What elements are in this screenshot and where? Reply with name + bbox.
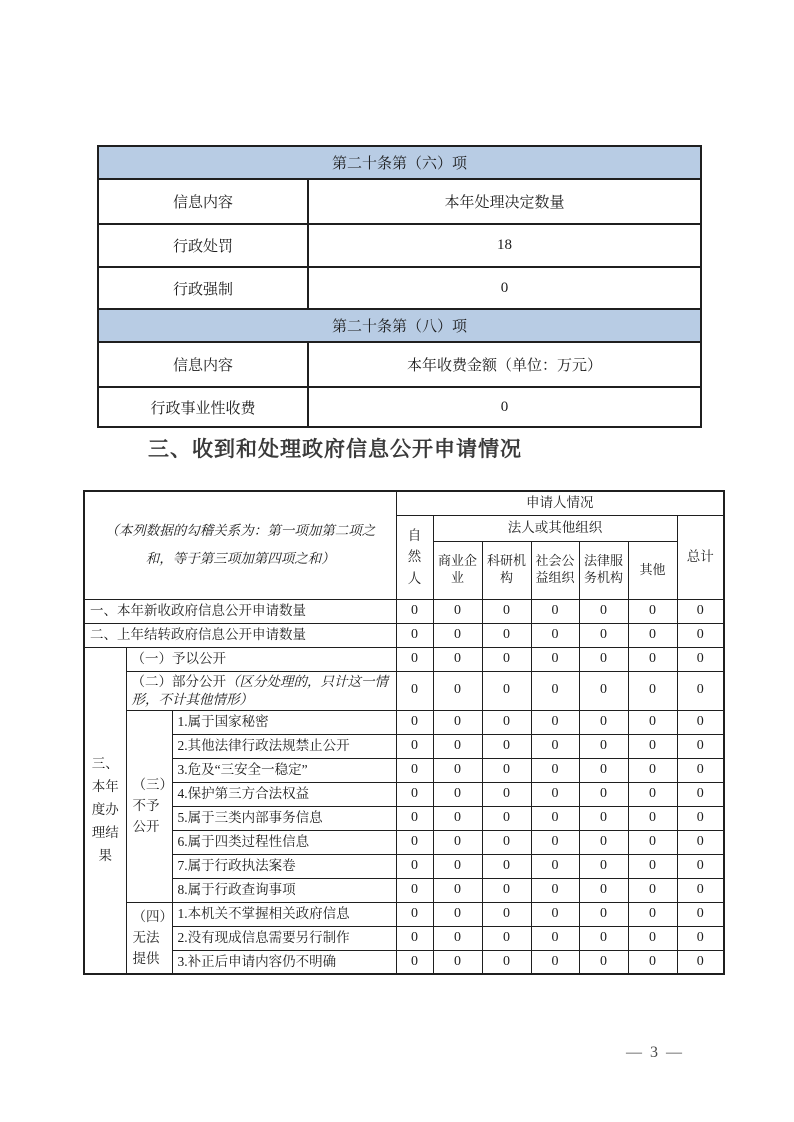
row-label: 2.没有现成信息需要另行制作 (172, 926, 396, 950)
value-cell: 0 (579, 806, 628, 830)
value-cell: 0 (628, 734, 677, 758)
value-cell: 0 (396, 926, 433, 950)
value-cell: 0 (482, 902, 531, 926)
table-row (98, 342, 701, 387)
row-label: 7.属于行政执法案卷 (172, 854, 396, 878)
value-cell: 0 (628, 950, 677, 974)
value-cell: 0 (482, 854, 531, 878)
total-header: 总计 (677, 515, 724, 599)
value-cell: 0 (677, 830, 724, 854)
value-cell: 0 (433, 623, 482, 647)
table-row (84, 710, 724, 734)
unable-group-label: （四）无法提供 (126, 902, 172, 974)
value-cell: 0 (531, 710, 579, 734)
value-cell: 0 (628, 926, 677, 950)
row-label: （一）予以公开 (126, 647, 396, 671)
value-cell: 0 (628, 902, 677, 926)
value-cell: 0 (628, 647, 677, 671)
org-column-header: 科研机构 (482, 541, 531, 599)
value-cell: 0 (433, 854, 482, 878)
value-cell: 0 (628, 806, 677, 830)
row-label: 4.保护第三方合法权益 (172, 782, 396, 806)
value-cell: 0 (531, 623, 579, 647)
value-cell: 0 (628, 830, 677, 854)
value-cell: 0 (677, 599, 724, 623)
value-cell: 0 (482, 623, 531, 647)
value-cell: 本年处理决定数量 (308, 179, 701, 224)
value-cell: 0 (579, 830, 628, 854)
article20-tables (97, 145, 702, 428)
value-cell: 0 (579, 710, 628, 734)
article20-item8-header: 第二十条第（八）项 (98, 309, 701, 342)
value-cell: 0 (482, 758, 531, 782)
value-cell: 0 (433, 878, 482, 902)
value-cell: 0 (531, 758, 579, 782)
value-cell: 0 (579, 950, 628, 974)
reconciliation-note: （本列数据的勾稽关系为：第一项加第二项之和，等于第三项加第四项之和） (84, 491, 396, 599)
row-label: 二、上年结转政府信息公开申请数量 (84, 623, 396, 647)
deny-group-label: （三）不予公开 (126, 710, 172, 902)
value-cell: 0 (433, 599, 482, 623)
value-cell: 0 (433, 926, 482, 950)
value-cell: 0 (531, 806, 579, 830)
value-cell: 0 (677, 671, 724, 710)
row-label: 2.其他法律行政法规禁止公开 (172, 734, 396, 758)
table-row (84, 854, 724, 878)
row-label-main: （二）部分公开 (131, 673, 226, 689)
page-number: — 3 — (626, 1044, 684, 1061)
row-label: 5.属于三类内部事务信息 (172, 806, 396, 830)
value-cell: 0 (531, 782, 579, 806)
value-cell: 0 (628, 599, 677, 623)
value-cell: 0 (396, 950, 433, 974)
value-cell: 0 (677, 710, 724, 734)
value-cell: 0 (531, 902, 579, 926)
value-cell: 0 (531, 854, 579, 878)
table-row (84, 806, 724, 830)
value-cell: 0 (677, 878, 724, 902)
org-column-header: 法律服务机构 (579, 541, 628, 599)
table-row (84, 782, 724, 806)
value-cell: 0 (433, 806, 482, 830)
table-row (84, 623, 724, 647)
value-cell: 0 (433, 758, 482, 782)
value-cell: 0 (396, 599, 433, 623)
value-cell: 0 (579, 878, 628, 902)
table-row (84, 758, 724, 782)
value-cell: 0 (308, 267, 701, 309)
table-row (84, 671, 724, 710)
value-cell: 0 (396, 647, 433, 671)
applicant-group-header: 申请人情况 (396, 491, 724, 515)
value-cell: 0 (579, 854, 628, 878)
result-group-label: 三、本年度办理结果 (84, 647, 126, 974)
application-statistics-table (83, 490, 725, 975)
value-cell: 0 (579, 902, 628, 926)
value-cell: 0 (396, 806, 433, 830)
value-cell: 0 (482, 926, 531, 950)
label-cell: 行政强制 (98, 267, 308, 309)
row-label: 3.危及“三安全一稳定” (172, 758, 396, 782)
row-label: 一、本年新收政府信息公开申请数量 (84, 599, 396, 623)
value-cell: 0 (677, 854, 724, 878)
value-cell: 0 (396, 782, 433, 806)
value-cell: 0 (482, 710, 531, 734)
label-cell: 信息内容 (98, 342, 308, 387)
value-cell: 0 (482, 734, 531, 758)
value-cell: 0 (433, 647, 482, 671)
article20-item6-header: 第二十条第（六）项 (98, 146, 701, 179)
table-row (84, 647, 724, 671)
value-cell: 0 (677, 926, 724, 950)
table-row (84, 599, 724, 623)
value-cell: 0 (677, 806, 724, 830)
table-row (84, 902, 724, 926)
value-cell: 0 (482, 806, 531, 830)
value-cell: 0 (579, 926, 628, 950)
value-cell: 0 (396, 830, 433, 854)
label-cell: 行政处罚 (98, 224, 308, 267)
value-cell: 0 (579, 599, 628, 623)
table-row (84, 950, 724, 974)
value-cell: 0 (579, 734, 628, 758)
value-cell: 0 (628, 710, 677, 734)
label-cell: 信息内容 (98, 179, 308, 224)
table-row (98, 387, 701, 427)
value-cell: 0 (531, 926, 579, 950)
value-cell: 0 (308, 387, 701, 427)
org-column-header: 商业企业 (433, 541, 482, 599)
value-cell: 0 (677, 902, 724, 926)
row-label: 8.属于行政查询事项 (172, 878, 396, 902)
value-cell: 0 (579, 647, 628, 671)
value-cell: 0 (677, 782, 724, 806)
value-cell: 0 (677, 734, 724, 758)
value-cell: 0 (482, 647, 531, 671)
table-row (98, 309, 701, 342)
table-row (84, 734, 724, 758)
value-cell: 0 (433, 734, 482, 758)
value-cell: 0 (396, 902, 433, 926)
table-row (98, 146, 701, 179)
value-cell: 0 (531, 878, 579, 902)
value-cell: 0 (482, 782, 531, 806)
value-cell: 0 (677, 623, 724, 647)
table-row (98, 267, 701, 309)
value-cell: 0 (396, 734, 433, 758)
row-label: 6.属于四类过程性信息 (172, 830, 396, 854)
value-cell: 0 (433, 710, 482, 734)
natural-person-header: 自然人 (396, 515, 433, 599)
value-cell: 0 (628, 782, 677, 806)
value-cell: 0 (531, 734, 579, 758)
value-cell: 本年收费金额（单位：万元） (308, 342, 701, 387)
value-cell: 0 (628, 758, 677, 782)
value-cell: 0 (396, 878, 433, 902)
value-cell: 0 (433, 671, 482, 710)
value-cell: 0 (579, 758, 628, 782)
org-column-header: 其他 (628, 541, 677, 599)
value-cell: 0 (396, 623, 433, 647)
section3-heading: 三、收到和处理政府信息公开申请情况 (148, 438, 522, 461)
value-cell: 0 (482, 671, 531, 710)
value-cell: 0 (433, 902, 482, 926)
value-cell: 0 (482, 599, 531, 623)
value-cell: 0 (677, 647, 724, 671)
table-row (84, 878, 724, 902)
legal-org-group-header: 法人或其他组织 (433, 515, 677, 541)
table-row (84, 926, 724, 950)
row-label: 1.属于国家秘密 (172, 710, 396, 734)
value-cell: 0 (396, 710, 433, 734)
value-cell: 0 (482, 830, 531, 854)
row-label: 1.本机关不掌握相关政府信息 (172, 902, 396, 926)
value-cell: 0 (531, 830, 579, 854)
table-header-row (84, 491, 724, 515)
value-cell: 0 (531, 950, 579, 974)
value-cell: 0 (677, 758, 724, 782)
value-cell: 0 (677, 950, 724, 974)
org-column-header: 社会公益组织 (531, 541, 579, 599)
value-cell: 0 (628, 623, 677, 647)
label-cell: 行政事业性收费 (98, 387, 308, 427)
value-cell: 0 (531, 671, 579, 710)
value-cell: 0 (531, 647, 579, 671)
value-cell: 0 (579, 782, 628, 806)
table-row (84, 830, 724, 854)
table-row (98, 224, 701, 267)
value-cell: 0 (482, 950, 531, 974)
row-label (126, 671, 396, 710)
value-cell: 0 (433, 782, 482, 806)
value-cell: 0 (628, 671, 677, 710)
value-cell: 0 (531, 599, 579, 623)
value-cell: 0 (396, 758, 433, 782)
table-row (98, 179, 701, 224)
value-cell: 0 (579, 671, 628, 710)
value-cell: 0 (628, 854, 677, 878)
value-cell: 0 (628, 878, 677, 902)
value-cell: 0 (433, 830, 482, 854)
value-cell: 0 (579, 623, 628, 647)
row-label-note: （区分处理的，只计这一情形，不计其他情形） (131, 673, 388, 708)
row-label: 3.补正后申请内容仍不明确 (172, 950, 396, 974)
value-cell: 0 (396, 671, 433, 710)
value-cell: 0 (433, 950, 482, 974)
value-cell: 0 (396, 854, 433, 878)
value-cell: 18 (308, 224, 701, 267)
value-cell: 0 (482, 878, 531, 902)
